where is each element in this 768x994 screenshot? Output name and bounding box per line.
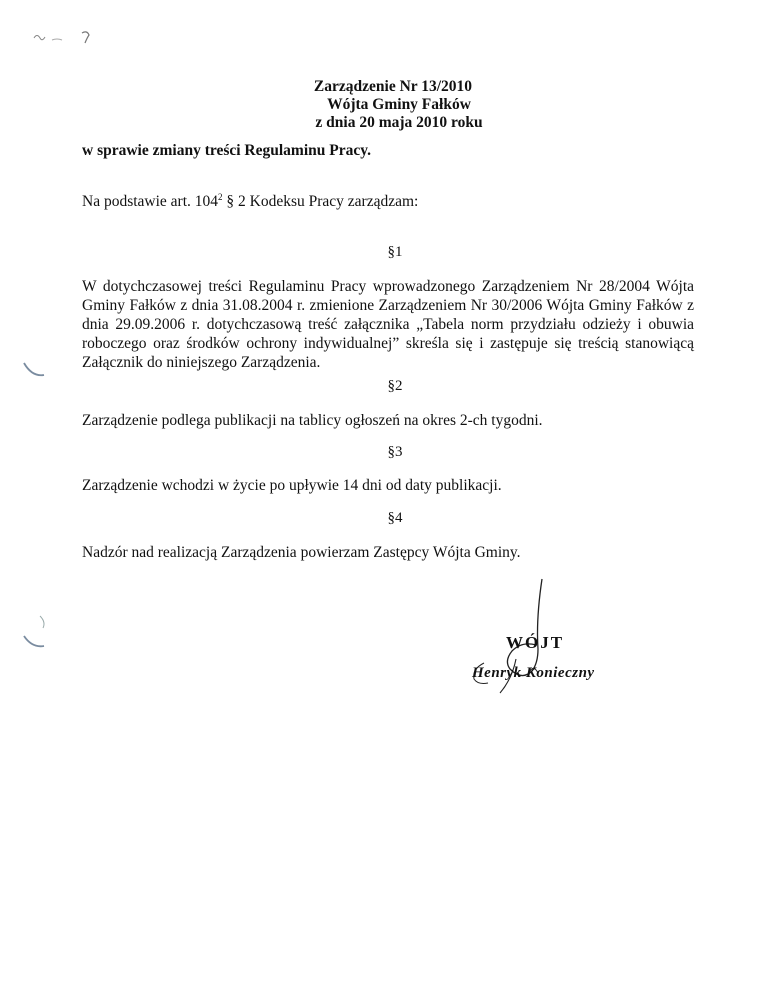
stamp-title: WÓJT <box>506 633 565 652</box>
document-subject: w sprawie zmiany treści Regulaminu Pracy. <box>82 142 372 159</box>
paragraph-2-number: §2 <box>387 378 403 394</box>
legal-basis-superscript: 2 <box>218 191 223 202</box>
punch-hole-lower <box>20 612 50 654</box>
paragraph-3-text: Zarządzenie wchodzi w życie po upływie 14 dni od daty publikacji. <box>82 477 502 494</box>
legal-basis-after: § 2 Kodeksu Pracy zarządzam: <box>222 193 419 210</box>
paragraph-4-number: §4 <box>387 510 403 526</box>
paragraph-1-number: §1 <box>387 244 403 260</box>
paragraph-1-text: W dotychczasowej treści Regulaminu Pracy wprowadzonego Zarządzeniem Nr 28/2004 Wójta Gminy Fałków z dnia 31.08.2004 r. zmienione Zarządzeniem Nr 30/2006 Wójta Gminy Fałków z dnia 29.09.2006 r. dotychczasową treść załącznika „Tabela norm przydziału odzieży i obuwia roboczego oraz środków ochrony indywidualnej” skreśla się i zastępuje się treścią stanowiącą Załącznik do niniejszego Zarządzenia. <box>82 278 694 371</box>
document-header <box>0 78 768 132</box>
paragraph-3-number: §3 <box>387 444 403 460</box>
header-title: Zarządzenie Nr 13/2010 <box>313 78 473 95</box>
legal-basis-before: Na podstawie art. 104 <box>82 193 219 210</box>
paragraph-2-text: Zarządzenie podlega publikacji na tablicy ogłoszeń na okres 2-ch tygodni. <box>82 412 543 429</box>
header-date: z dnia 20 maja 2010 roku <box>315 114 483 131</box>
legal-basis <box>82 193 418 211</box>
paragraph-4-text: Nadzór nad realizacją Zarządzenia powierzam Zastępcy Wójta Gminy. <box>82 544 521 561</box>
header-issuer: Wójta Gminy Fałków <box>327 96 471 113</box>
scan-artifact-mark <box>30 28 100 48</box>
stamp-name: Henryk Konieczny <box>472 665 595 681</box>
